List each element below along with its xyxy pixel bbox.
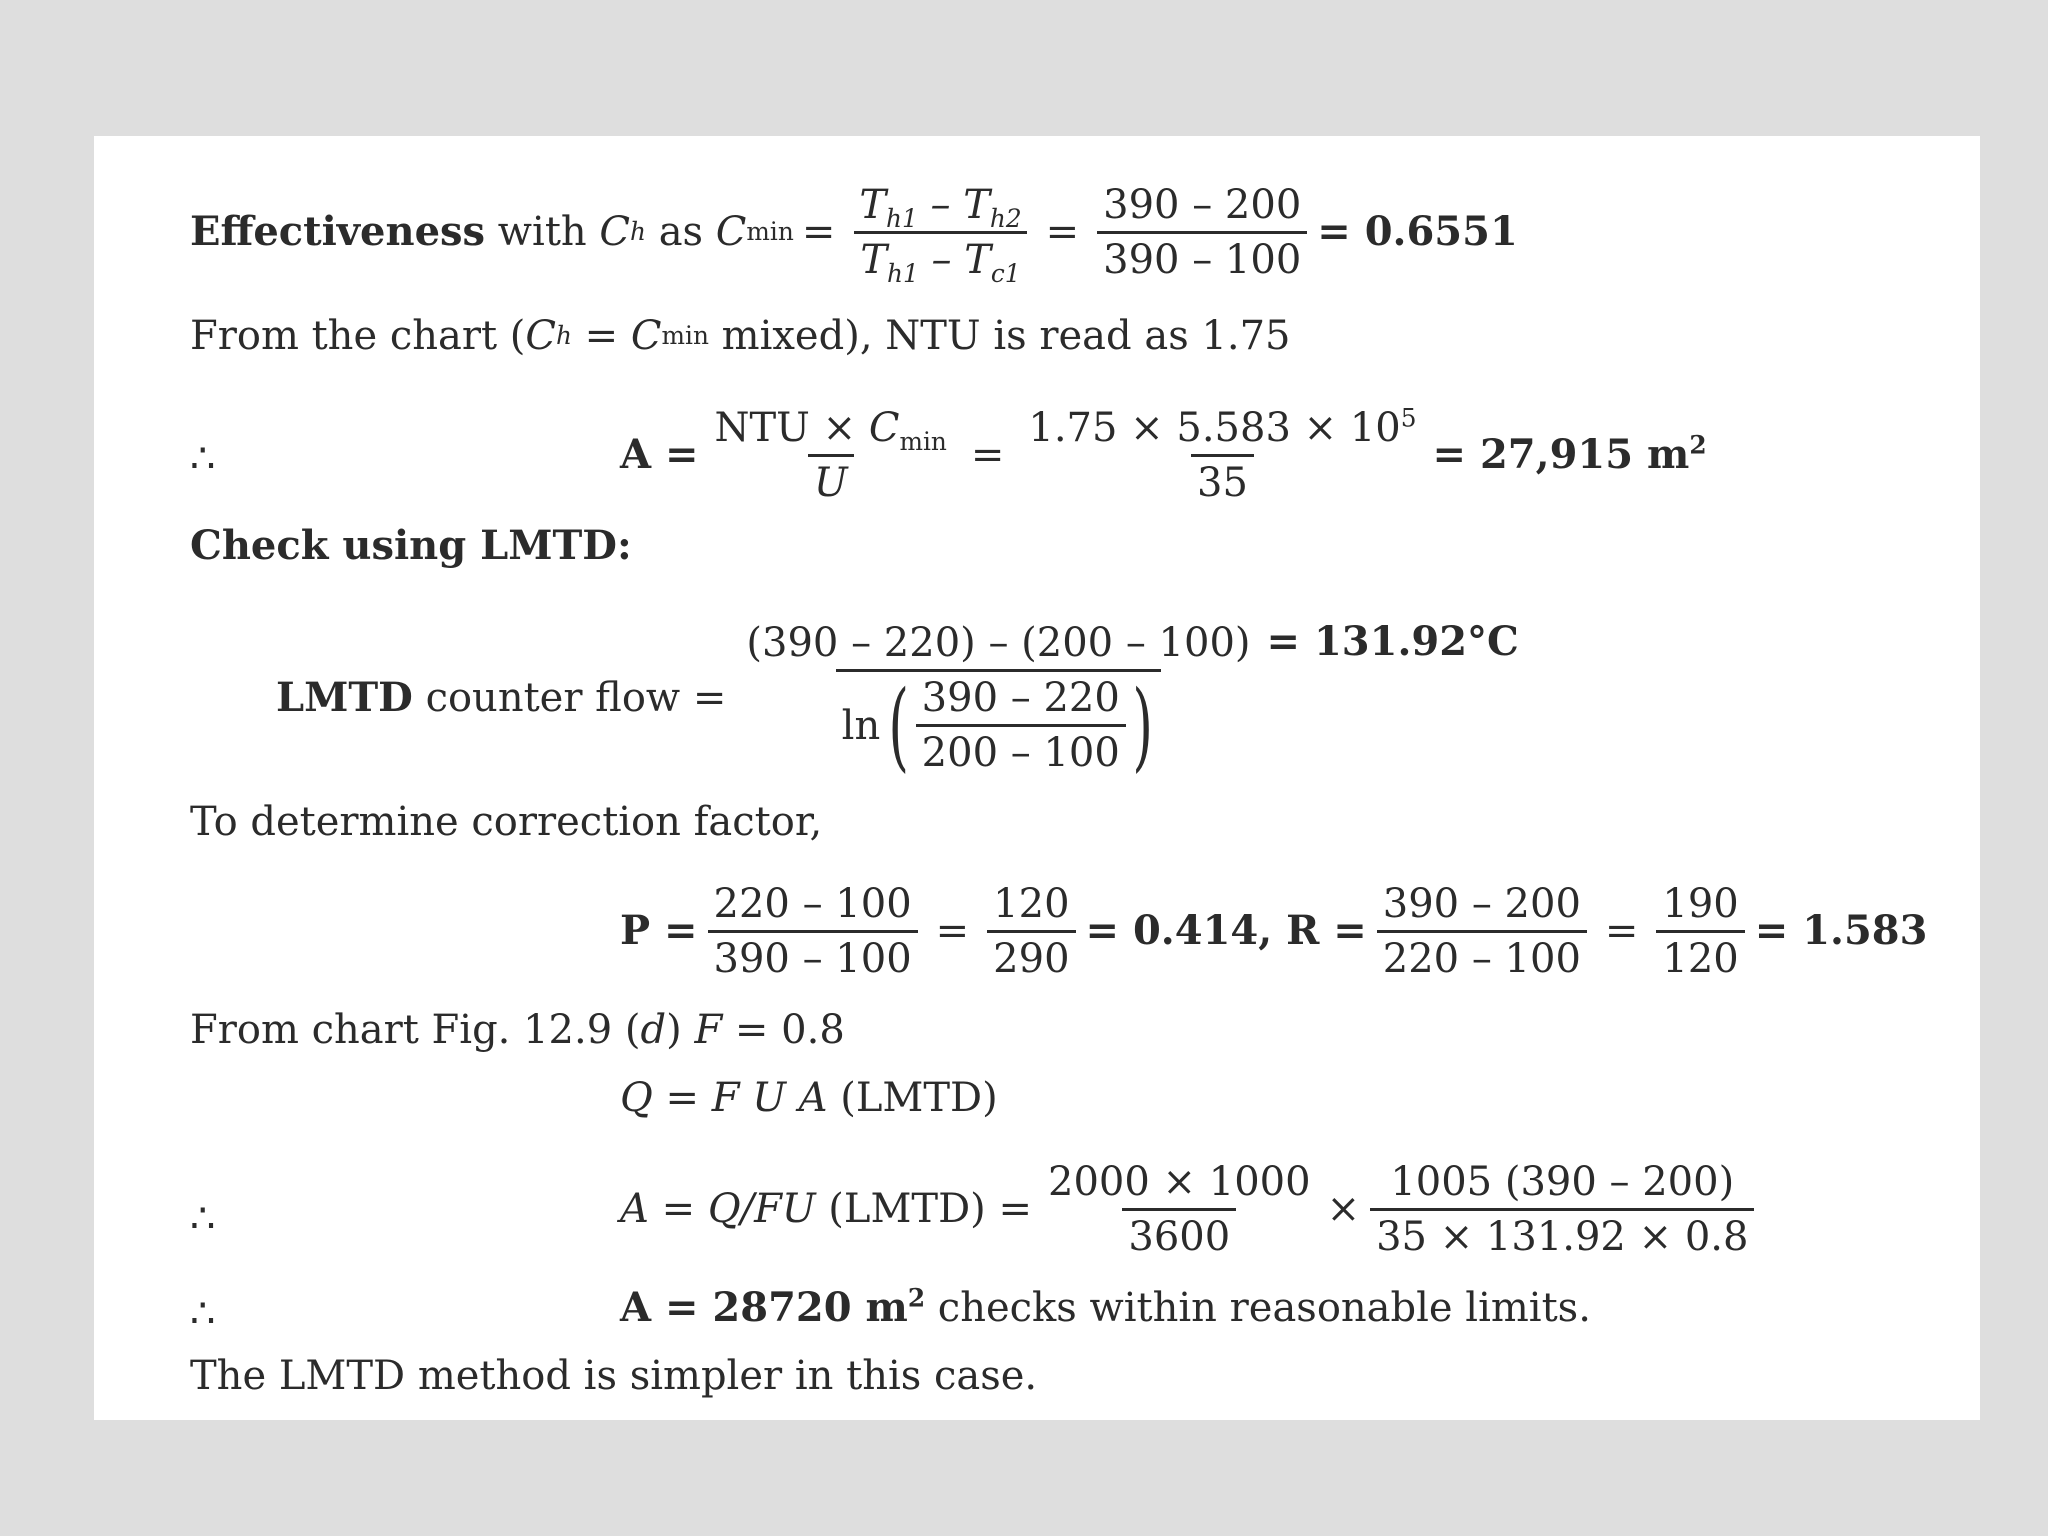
ln-text: ln	[841, 702, 881, 749]
flow-denominator: 35 × 131.92 × 0.8	[1370, 1208, 1754, 1257]
conclusion-line: The LMTD method is simpler in this case.	[190, 1353, 1038, 1399]
duty-numerator: 2000 × 1000	[1048, 1158, 1311, 1205]
th2-subscript: h2	[989, 203, 1022, 233]
numeric-ratio-fraction	[1097, 181, 1307, 283]
heat-duty-lhs: Q = F U A	[620, 1075, 828, 1121]
lmtd-label: LMTD	[276, 674, 413, 721]
f-symbol: F	[694, 1007, 723, 1053]
area-unit-exponent: 2	[1689, 430, 1707, 460]
area-check-equation	[620, 1144, 1764, 1274]
therefore-symbol-2: ∴	[190, 1196, 216, 1242]
lmtd-result: = 131.92°C	[1266, 618, 1519, 665]
area-denominator: 35	[1191, 454, 1254, 503]
r-fraction-1	[1377, 880, 1587, 982]
p-numerator-2: 120	[993, 880, 1070, 927]
equals-sign-p: =	[935, 908, 970, 954]
lmtd-equation	[276, 584, 1519, 812]
p-fraction-2	[987, 880, 1075, 982]
area-result-line	[620, 1276, 1591, 1340]
p-r-equation	[620, 866, 1927, 996]
tc1-subscript: c1	[990, 258, 1021, 288]
cmin-subscript-3: min	[899, 426, 947, 456]
equals-sign-3: =	[970, 432, 1005, 478]
section-heading: Check using LMTD:	[190, 522, 632, 569]
duty-denominator: 3600	[1122, 1208, 1236, 1257]
p-denominator-1: 390 – 100	[708, 930, 918, 979]
figure-letter: d	[640, 1007, 667, 1053]
duty-fraction	[1042, 1158, 1317, 1260]
p-denominator-2: 290	[987, 930, 1075, 979]
area-check-lhs: A = Q/FU	[620, 1186, 816, 1232]
chart-text: From chart Fig. 12.9 (	[190, 1007, 641, 1053]
ntu-text-start: From the chart (	[190, 313, 526, 359]
final-area: A = 28720 m	[620, 1284, 908, 1331]
final-area-exponent: 2	[907, 1283, 926, 1313]
f-value: = 0.8	[722, 1007, 845, 1053]
exponent: 5	[1400, 403, 1417, 433]
r-numerator-2: 190	[1662, 880, 1739, 927]
lmtd-fraction: (390 – 220) – (200 – 100) ln ( $\frac{390 - 220}{200 - 100}$ )	[740, 623, 1256, 774]
heat-duty-lmtd: (LMTD)	[827, 1075, 998, 1121]
chart-paren: )	[666, 1007, 695, 1053]
numeric-denominator: 390 – 100	[1097, 231, 1307, 280]
area-equation	[620, 390, 1707, 520]
lmtd-numerator: (390 – 220) – (200 – 100)	[746, 619, 1251, 666]
with-text: with	[497, 209, 587, 255]
ch-symbol-2: C	[525, 313, 556, 359]
th1-symbol: T	[859, 181, 887, 228]
th1-den-subscript: h1	[887, 258, 919, 288]
ntu-times: NTU ×	[714, 404, 869, 451]
p-numerator-1: 220 – 100	[713, 880, 912, 927]
temperature-ratio-fraction	[853, 181, 1027, 288]
p-result: = 0.414, R =	[1085, 907, 1367, 954]
ntu-reading-line: From the chart ( C h = C min mixed), NTU is read as 1.75	[190, 313, 1291, 359]
ntu-fraction	[708, 404, 952, 506]
flow-fraction	[1370, 1158, 1754, 1260]
document-page	[94, 136, 1980, 1420]
cmin-symbol-2: C	[630, 313, 662, 359]
ch-symbol: C	[599, 209, 630, 255]
r-numerator-1: 390 – 200	[1382, 880, 1581, 927]
area-numeric-fraction	[1022, 403, 1422, 506]
heat-duty-equation	[620, 1070, 998, 1126]
therefore-symbol-3: ∴	[190, 1291, 216, 1337]
area-check-lmtd: (LMTD) =	[815, 1186, 1033, 1232]
equals-text: =	[571, 313, 631, 359]
minus-tc-symbol: – T	[918, 236, 991, 283]
effectiveness-label: Effectiveness	[190, 208, 486, 255]
r-result: = 1.583	[1754, 907, 1928, 954]
minus-th-symbol: – T	[917, 181, 990, 228]
th1-den-symbol: T	[860, 236, 888, 283]
u-symbol: U	[808, 454, 854, 503]
effectiveness-equation: Effectiveness with C h as C min = $\frac{T_{h1} - T_{h2}}{T_{h1} - T_{c1}}$ = $\frac{390 - 200}{390 - 100}$ = 0.6551	[190, 181, 1518, 288]
reasonable-limits-text: checks within reasonable limits.	[925, 1285, 1591, 1331]
numeric-numerator: 390 – 200	[1103, 181, 1302, 228]
effectiveness-result: = 0.6551	[1317, 208, 1518, 255]
cmin-symbol-3: C	[868, 404, 900, 451]
ntu-text-end: mixed), NTU is read as 1.75	[708, 313, 1291, 359]
as-text: as	[658, 209, 704, 255]
area-result: = 27,915 m	[1432, 431, 1690, 478]
ln-denominator: 200 – 100	[916, 724, 1126, 773]
area-lhs: A =	[620, 431, 699, 478]
p-label: P =	[620, 907, 698, 954]
correction-factor-line: To determine correction factor,	[190, 799, 823, 845]
flow-numerator: 1005 (390 – 200)	[1390, 1158, 1735, 1205]
therefore-symbol-1: ∴	[190, 436, 216, 482]
ln-numerator: 390 – 220	[921, 675, 1120, 721]
area-numerator: 1.75 × 5.583 × 10	[1028, 404, 1401, 451]
r-denominator-2: 120	[1656, 930, 1744, 979]
ln-fraction	[916, 675, 1126, 776]
th1-subscript: h1	[886, 203, 918, 233]
cmin-symbol: C	[715, 209, 747, 255]
r-fraction-2	[1656, 880, 1744, 982]
equals-sign-r: =	[1604, 908, 1639, 954]
r-denominator-1: 220 – 100	[1377, 930, 1587, 979]
equals-sign: =	[801, 209, 836, 255]
counter-flow-text: counter flow =	[412, 675, 727, 721]
times-sign: ×	[1326, 1186, 1361, 1232]
chart-factor-line	[190, 1002, 845, 1058]
p-fraction-1	[708, 880, 918, 982]
